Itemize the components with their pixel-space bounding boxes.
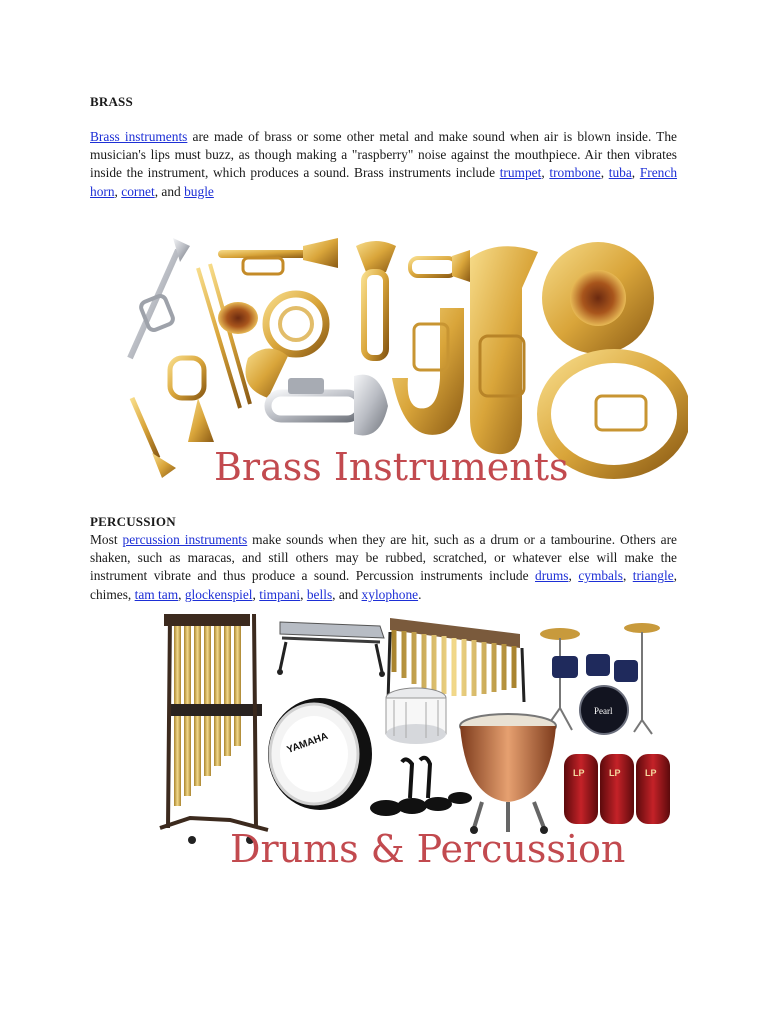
pocket-trumpet-icon: [410, 250, 470, 282]
text-run: , chimes,: [90, 568, 678, 602]
brass-instruments-figure: [118, 228, 688, 490]
sousaphone-icon: [542, 242, 684, 472]
link-glockenspiel[interactable]: glockenspiel: [184, 586, 253, 602]
link-drums[interactable]: drums: [535, 568, 569, 584]
link-brass-instruments[interactable]: Brass instruments: [90, 129, 188, 144]
tenor-horn-icon: [356, 241, 396, 358]
link-tuba[interactable]: tuba: [608, 165, 632, 181]
vibraphone-icon: [277, 622, 385, 677]
percussion-heading: PERCUSSION: [90, 514, 176, 529]
text-run: ,: [600, 165, 609, 181]
link-timpani[interactable]: timpani: [259, 586, 301, 602]
brass-paragraph: [90, 128, 677, 201]
kit-brand-text: Pearl: [594, 706, 613, 716]
link-bugle[interactable]: bugle: [184, 183, 214, 199]
text-run: Most: [90, 532, 123, 547]
bass-drum-icon: [268, 698, 372, 810]
euphonium-icon: [392, 308, 464, 435]
conga-brand-text-2: LP: [609, 768, 621, 778]
cornet-icon: [132, 398, 176, 478]
text-run: make sounds when they are hit, such as a drum or a tambourine. Others are shaken, such as maracas, and still others may be rubbed, scratched, or whatever else will make the instrument vibrate and thus produce a sound. Percussion instruments include: [90, 532, 677, 584]
percussion-instruments-figure: [90, 608, 680, 870]
link-trombone[interactable]: trombone: [549, 165, 601, 181]
text-run: ,: [541, 165, 550, 181]
link-trumpet[interactable]: trumpet: [499, 165, 542, 181]
drum-kit-icon: [540, 623, 660, 734]
marching-toms-icon: [370, 758, 472, 816]
text-run: ,: [568, 568, 579, 584]
link-cornet[interactable]: cornet: [121, 183, 155, 199]
snare-drum-icon: [386, 688, 446, 744]
timpani-icon: [460, 714, 556, 834]
chimes-icon: [160, 614, 268, 844]
brass-heading: BRASS: [90, 94, 133, 109]
text-run: ,: [114, 183, 122, 199]
text-run: ,: [631, 165, 640, 181]
text-run: ,: [622, 568, 633, 584]
link-bells[interactable]: bells: [306, 586, 333, 602]
silver-trumpet-icon: [130, 238, 190, 358]
percussion-instruments-image: [90, 608, 680, 870]
text-run: , and: [154, 183, 185, 199]
percussion-paragraph: [90, 531, 677, 604]
text-run: ,: [252, 586, 260, 602]
link-tam-tam[interactable]: tam tam: [134, 586, 179, 602]
marching-baritone-icon: [268, 375, 388, 436]
brass-instruments-image: [118, 228, 688, 490]
text-run: , and: [332, 586, 362, 602]
link-xylophone[interactable]: xylophone: [361, 586, 419, 602]
link-cymbals[interactable]: cymbals: [578, 568, 623, 584]
text-run: ,: [300, 586, 307, 602]
gold-trumpet-icon: [218, 238, 338, 274]
link-percussion-instruments[interactable]: percussion instruments: [122, 532, 248, 547]
drum-brand-text: YAMAHA: [285, 730, 330, 756]
conga-drums-icon: [564, 754, 670, 824]
text-run: ,: [178, 586, 185, 602]
conga-brand-text-1: LP: [573, 768, 585, 778]
link-french-horn[interactable]: French horn: [90, 165, 678, 199]
percussion-figure-title: Drums & Percussion: [230, 827, 626, 870]
trombone-icon: [198, 264, 258, 408]
text-run: are made of brass or some other metal and make sound when air is blown inside. The musician's lips must buzz, as though making a "raspberry" noise against the mouthpiece. Air then vibrates inside the instrument, which produces a sound. Brass instruments include: [90, 129, 678, 181]
conga-brand-text-3: LP: [645, 768, 657, 778]
flugelhorn-icon: [170, 358, 214, 442]
tuba-icon: [470, 246, 538, 454]
link-triangle[interactable]: triangle: [632, 568, 674, 584]
brass-figure-title: Brass Instruments: [214, 445, 569, 489]
text-run: .: [418, 586, 422, 602]
